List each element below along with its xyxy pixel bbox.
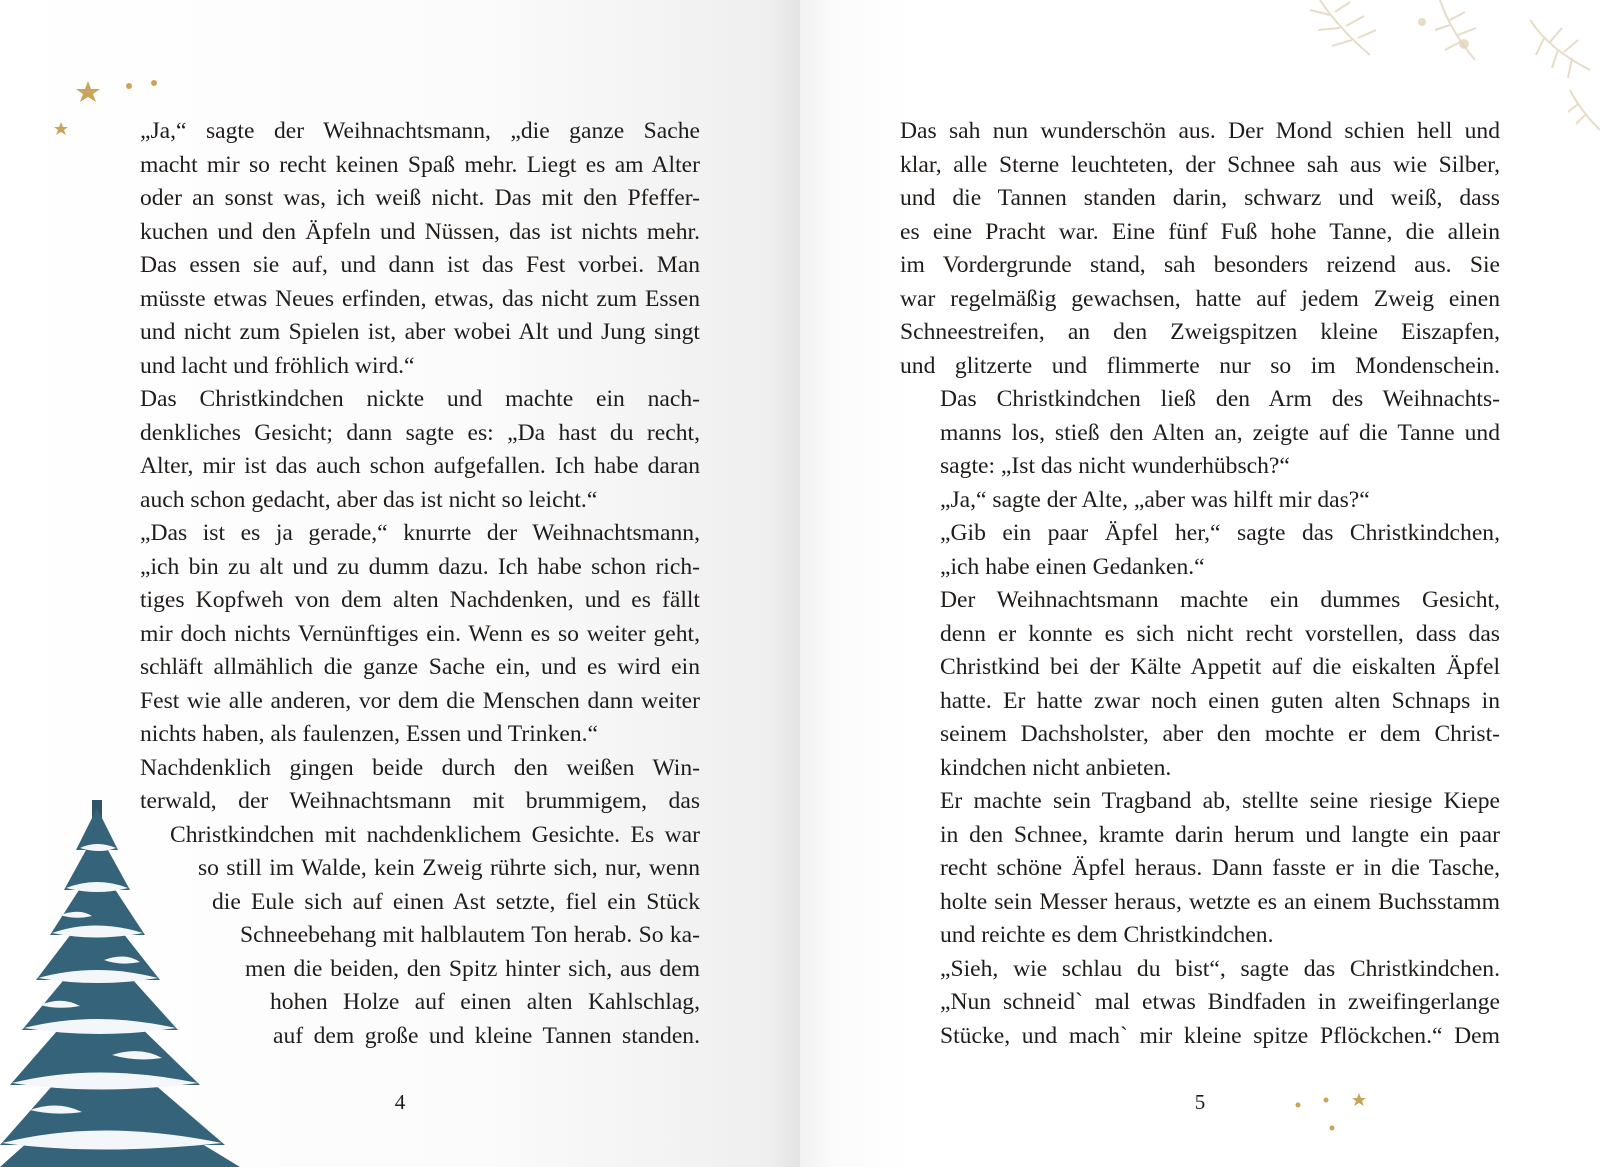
paragraph: [900, 785, 1500, 953]
text-line: Fest wie alle anderen, vor dem die Menschen dann weiter: [140, 687, 700, 714]
text-line: Christkind bei der Kälte Appetit auf die eiskalten Äpfel: [940, 654, 1500, 680]
left-page-text: [100, 115, 700, 1053]
text-line: mir doch nichts Vernünftiges ein. Wenn es so weiter geht,: [140, 620, 700, 647]
paragraph: [900, 115, 1500, 383]
text-line: auch schon gedacht, aber das ist nicht so leicht.“: [140, 486, 598, 513]
text-line: und die Tannen standen darin, schwarz und weiß, dass: [900, 185, 1500, 211]
text-line: im Vordergrunde stand, sah besonders reizend aus. Sie: [900, 252, 1500, 278]
text-line: „Sieh, wie schlau du bist“, sagte das Christkindchen.: [940, 955, 1500, 982]
right-page: [800, 0, 1600, 1167]
text-line: hohen Holze auf einen alten Kahlschlag,: [270, 989, 700, 1015]
text-line: recht schöne Äpfel heraus. Dann fasste er in die Tasche,: [940, 855, 1500, 881]
paragraph: [100, 383, 700, 517]
text-line: Schneestreifen, an den Zweigspitzen kleine Eiszapfen,: [900, 319, 1500, 345]
text-line: denkliches Gesicht; dann sagte es: „Da hast du recht,: [140, 419, 700, 446]
right-page-text: [900, 115, 1500, 1053]
text-line: klar, alle Sterne leuchteten, der Schnee sah aus wie Silber,: [900, 151, 1500, 178]
text-line: tiges Kopfweh von dem alten Nachdenken, und es fällt: [140, 587, 700, 613]
text-line: „Gib ein paar Äpfel her,“ sagte das Christkindchen,: [940, 520, 1500, 546]
text-line: Der Weihnachtsmann machte ein dummes Gesicht,: [940, 587, 1500, 613]
text-line: es eine Pracht war. Eine fünf Fuß hohe Tanne, die allein: [900, 218, 1500, 245]
dot-icon: [126, 83, 132, 89]
text-line: terwald, der Weihnachtsmann mit brummigem, das: [140, 788, 700, 814]
text-line: und nicht zum Spielen ist, aber wobei Alt und Jung singt: [140, 319, 700, 345]
text-line: kuchen und den Äpfeln und Nüssen, das ist nichts mehr.: [140, 218, 700, 245]
text-line: „Ja,“ sagte der Alte, „aber was hilft mir das?“: [940, 486, 1370, 513]
text-line: Christkindchen mit nachdenklichem Gesichte. Es war: [170, 821, 700, 848]
text-line: so still im Walde, kein Zweig rührte sich, nur, wenn: [198, 855, 700, 881]
text-line: Das Christkindchen nickte und machte ein nach-: [140, 386, 700, 412]
paragraph: [900, 584, 1500, 785]
text-line: oder an sonst was, ich weiß nicht. Das mit den Pfeffer-: [140, 185, 700, 211]
dot-icon: [1324, 1098, 1329, 1103]
text-line: „Nun schneid` mal etwas Bindfaden in zweifingerlange: [940, 989, 1500, 1015]
text-line: Das Christkindchen ließ den Arm des Weihnachts-: [940, 386, 1500, 412]
text-line: Nachdenklich gingen beide durch den weißen Win-: [140, 754, 700, 781]
star-icon: [1352, 1093, 1366, 1106]
text-line: in den Schnee, kramte darin herum und langte ein paar: [940, 821, 1500, 848]
text-line: nichts haben, als faulenzen, Essen und Trinken.“: [140, 721, 599, 747]
text-line: und reichte es dem Christkindchen.: [940, 922, 1274, 948]
text-line: Stücke, und mach` mir kleine spitze Pflöckchen.“ Dem: [940, 1022, 1500, 1049]
text-line: Das sah nun wunderschön aus. Der Mond schien hell und: [900, 118, 1500, 144]
paragraph: [900, 484, 1500, 518]
dot-icon: [151, 80, 157, 86]
dot-icon: [1330, 1126, 1335, 1131]
text-line: men die beiden, den Spitz hinter sich, aus dem: [245, 955, 700, 982]
text-line: war regelmäßig gewachsen, hatte auf jedem Zweig einen: [900, 285, 1500, 312]
text-line: seinem Dachsholster, aber den mochte er dem Christ-: [940, 721, 1500, 747]
text-line: und glitzerte und flimmerte nur so im Mondenschein.: [900, 352, 1500, 379]
text-line: Er machte sein Tragband ab, stellte seine riesige Kiepe: [940, 788, 1500, 814]
gold-stars-decoration: [1290, 1085, 1380, 1135]
paragraph: [900, 517, 1500, 584]
page-number: 5: [1194, 1090, 1206, 1114]
text-line: müsste etwas Neues erfinden, etwas, das nicht zum Essen: [140, 285, 700, 312]
text-line: holte sein Messer heraus, wetzte es an einem Buchsstamm: [940, 888, 1500, 915]
text-line: „Ja,“ sagte der Weihnachtsmann, „die ganze Sache: [140, 118, 700, 144]
paragraph: [100, 115, 700, 383]
text-line: denn er konnte es sich nicht recht vorstellen, dass das: [940, 620, 1500, 647]
text-line: „ich habe einen Gedanken.“: [940, 553, 1205, 580]
text-line: Das essen sie auf, und dann ist das Fest vorbei. Man: [140, 252, 700, 278]
text-line: und lacht und fröhlich wird.“: [140, 352, 415, 379]
text-line: schläft allmählich die ganze Sache ein, und es wird ein: [140, 654, 700, 680]
text-line: „Das ist es ja gerade,“ knurrte der Weihnachtsmann,: [140, 520, 700, 546]
text-line: macht mir so recht keinen Spaß mehr. Liegt es am Alter: [140, 151, 700, 178]
paragraph: [100, 752, 700, 1054]
text-line: Alter, mir ist das auch schon aufgefallen. Ich habe daran: [140, 453, 700, 479]
text-line: die Eule sich auf einen Ast setzte, fiel ein Stück: [212, 888, 700, 915]
text-line: sagte: „Ist das nicht wunderhübsch?“: [940, 453, 1290, 479]
paragraph: [900, 953, 1500, 1054]
text-line: manns los, stieß den Alten an, zeigte auf die Tanne und: [940, 419, 1500, 446]
text-line: kindchen nicht anbieten.: [940, 754, 1172, 781]
dot-icon: [1296, 1103, 1301, 1108]
paragraph: [100, 517, 700, 752]
text-line: hatte. Er hatte zwar noch einen guten alten Schnaps in: [940, 687, 1500, 714]
text-line: Schneebehang mit halblautem Ton herab. So ka-: [240, 922, 700, 948]
star-icon: [54, 122, 68, 135]
text-line: auf dem große und kleine Tannen standen.: [273, 1022, 700, 1049]
text-line: „ich bin zu alt und zu dumm dazu. Ich habe schon rich-: [140, 553, 700, 580]
page-number: 4: [394, 1090, 406, 1114]
paragraph: [900, 383, 1500, 484]
star-icon: [76, 81, 100, 102]
